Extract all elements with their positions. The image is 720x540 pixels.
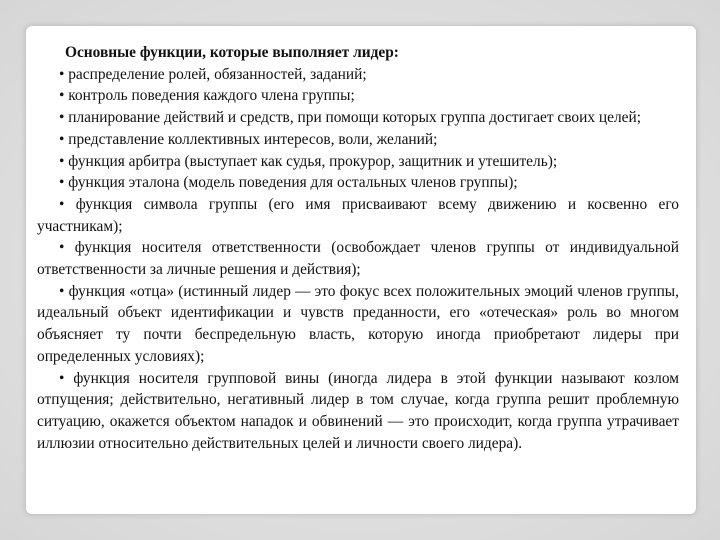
list-item: • функция арбитра (выступает как судья, прокурор, защитник и утешитель); bbox=[59, 152, 558, 170]
document-heading: Основные функции, которые выполняет лидер: bbox=[65, 44, 399, 61]
list-item: • распределение ролей, обязанностей, заданий; bbox=[59, 65, 367, 83]
list-item: • функция символа группы (его имя присваивают всему движению и косвенно его участникам); bbox=[37, 195, 679, 235]
list-item: • функция эталона (модель поведения для остальных членов группы); bbox=[59, 174, 518, 192]
list-item: • функция носителя ответственности (освобождает членов группы от индивидуальной ответственности за личные решения и действия); bbox=[37, 239, 679, 279]
list-item: • представление коллективных интересов, воли, желаний; bbox=[59, 130, 438, 148]
list-item: • функция носителя групповой вины (иногда лидера в этой функции называют козлом отпущения; действительно, негативный лидер в том случае, когда группа решит проблемную ситуацию, окажется объектом нападок и обвинений — это происходит, когда группа утрачивает иллюзии относительно действительных целей и личности своего лидера). bbox=[37, 369, 679, 452]
document-text bbox=[37, 42, 679, 454]
list-item: • функция «отца» (истинный лидер — это фокус всех положительных эмоций членов группы, идеальный объект идентификации и чувств преданности, его «отеческая» роль во многом объясняет ту почти беспредельную власть, которую иногда приобретают лидеры при определенных условиях); bbox=[37, 282, 679, 365]
list-item: • планирование действий и средств, при помощи которых группа достигает своих целей; bbox=[59, 109, 641, 127]
list-item: • контроль поведения каждого члена группы; bbox=[59, 87, 355, 105]
